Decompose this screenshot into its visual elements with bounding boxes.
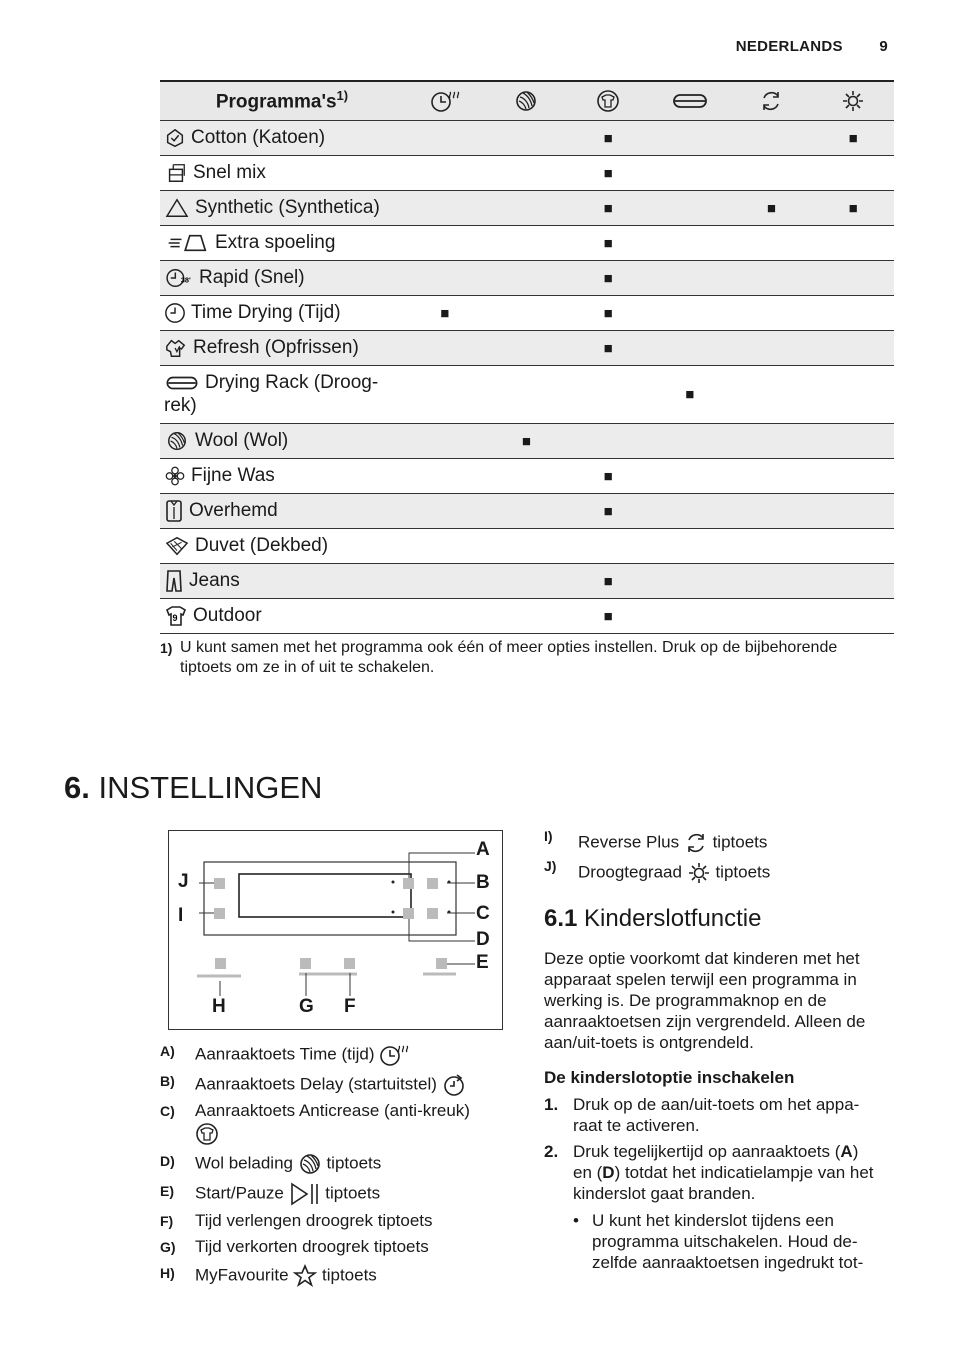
- option-mark: ■: [567, 494, 649, 529]
- table-row: [160, 121, 894, 156]
- bullet-glyph: •: [573, 1211, 579, 1230]
- label-J: J: [178, 871, 189, 892]
- table-row: [160, 331, 894, 366]
- programme-synthetic: Synthetic (Synthetica): [160, 191, 404, 226]
- wool-icon: [298, 1152, 322, 1176]
- option-mark: ■: [567, 226, 649, 261]
- programme-drying-rack: Drying Rack (Droog- rek): [160, 366, 404, 424]
- option-mark: ■: [567, 564, 649, 599]
- control-panel-diagram: [168, 830, 503, 1030]
- footnote-mark: 1): [160, 640, 173, 656]
- table-row: [160, 424, 894, 459]
- page-header: [736, 38, 888, 55]
- programme-duvet: Duvet (Dekbed): [160, 529, 404, 564]
- time-drying-icon: [404, 81, 486, 121]
- step-1: 1. Druk op de aan/uit-toets om het appa- raat te activeren.: [544, 1095, 860, 1135]
- synthetic-icon: [164, 197, 190, 219]
- table-header-row: [160, 81, 894, 121]
- table-row: [160, 366, 894, 424]
- programme-extra-rinse: Extra spoeling: [160, 226, 404, 261]
- programme-refresh: Refresh (Opfrissen): [160, 331, 404, 366]
- option-mark: ■: [567, 191, 649, 226]
- table-row: [160, 191, 894, 226]
- anticrease-icon: [195, 1122, 219, 1146]
- section-title: INSTELLINGEN: [98, 770, 323, 805]
- table-row: [160, 564, 894, 599]
- duvet-icon: [164, 535, 190, 557]
- table-row: [160, 599, 894, 634]
- label-C: C: [476, 903, 490, 924]
- dryness-level-icon: [687, 861, 711, 885]
- step-2-number: 2.: [544, 1142, 559, 1161]
- page-number: 9: [879, 38, 888, 55]
- label-F: F: [344, 996, 356, 1017]
- table-row: [160, 529, 894, 564]
- clock-icon: [164, 302, 186, 324]
- option-mark: ■: [567, 261, 649, 296]
- table-row: [160, 296, 894, 331]
- programme-time-drying: Time Drying (Tijd): [160, 296, 404, 331]
- table-row: [160, 156, 894, 191]
- option-mark: ■: [567, 459, 649, 494]
- label-G: G: [299, 996, 314, 1017]
- jeans-icon: [164, 569, 184, 593]
- section-heading: [64, 770, 322, 806]
- programme-wool: Wool (Wol): [160, 424, 404, 459]
- subsection-heading: [544, 905, 761, 933]
- header-language: NEDERLANDS: [735, 38, 843, 55]
- option-mark: ■: [567, 121, 649, 156]
- label-H: H: [212, 996, 226, 1017]
- label-E: E: [476, 952, 489, 973]
- option-mark: ■: [731, 191, 813, 226]
- programme-delicates: Fijne Was: [160, 459, 404, 494]
- subsection-title: Kinderslotfunctie: [584, 905, 762, 932]
- option-mark: ■: [649, 366, 731, 424]
- delay-icon: [442, 1073, 466, 1097]
- label-B: B: [476, 872, 490, 893]
- programme-shirt: Overhemd: [160, 494, 404, 529]
- table-row: [160, 261, 894, 296]
- wool-icon: [164, 430, 190, 452]
- programme-cotton: Cotton (Katoen): [160, 121, 404, 156]
- cotton-icon: [164, 127, 186, 149]
- option-mark: ■: [812, 191, 894, 226]
- option-mark: ■: [812, 121, 894, 156]
- table-row: [160, 459, 894, 494]
- label-I: I: [178, 905, 184, 926]
- shirt-icon: [164, 499, 184, 523]
- option-mark: ■: [404, 296, 486, 331]
- anticrease-icon: [567, 81, 649, 121]
- programme-rapid: Rapid (Snel): [160, 261, 404, 296]
- table-header-programmes: $Programma's^{1)}$: [160, 81, 404, 121]
- delicates-icon: [164, 465, 186, 487]
- label-A: A: [476, 839, 490, 860]
- child-lock-subheading: De kinderslotoptie inschakelen: [544, 1068, 795, 1087]
- table-row: [160, 226, 894, 261]
- extra-rinse-icon: [164, 232, 210, 254]
- time-drying-icon: [379, 1043, 409, 1067]
- programme-outdoor: Outdoor: [160, 599, 404, 634]
- section-number: 6.: [64, 770, 90, 805]
- step-1-number: 1.: [544, 1095, 559, 1114]
- table-footnote: [160, 638, 840, 678]
- option-mark: ■: [567, 156, 649, 191]
- programme-options-table: [160, 80, 894, 634]
- refresh-icon: [164, 337, 188, 359]
- option-mark: ■: [567, 331, 649, 366]
- drying-rack-icon: [649, 81, 731, 121]
- option-mark: ■: [567, 599, 649, 634]
- dryness-level-icon: [812, 81, 894, 121]
- label-D: D: [476, 929, 490, 950]
- subsection-number: 6.1: [544, 905, 578, 932]
- option-mark: ■: [486, 424, 568, 459]
- reverse-plus-icon: [731, 81, 813, 121]
- table-row: [160, 494, 894, 529]
- drying-rack-icon: [164, 372, 200, 394]
- child-lock-description: Deze optie voorkomt dat kinderen met het apparaat spelen terwijl een programma in werking is. De programmaknop en de aanraaktoetsen zijn vergrendeld. Alleen de aan/uit-toets is ontgrendeld.: [544, 949, 866, 1052]
- step-2: 2. Druk tegelijkertijd op aanraaktoets (A) en (D) totdat het indicatielampje van het kinderslot gaat branden.: [544, 1142, 874, 1203]
- quick-mix-icon: [164, 162, 188, 184]
- programme-jeans: Jeans: [160, 564, 404, 599]
- bullet-note: • U kunt het kinderslot tijdens een programma uitschakelen. Houd de- zelfde aanraaktoetsen ingedrukt tot-: [573, 1211, 864, 1272]
- footnote-text: U kunt samen met het programma ook één of meer opties instellen. Druk op de bijbehorende tiptoets om ze in of uit te schakelen.: [180, 639, 838, 676]
- outdoor-icon: [164, 604, 188, 628]
- star-icon: [293, 1264, 317, 1288]
- reverse-plus-icon: [684, 831, 708, 855]
- rapid-icon: [164, 267, 194, 289]
- start-pause-icon: [289, 1182, 321, 1206]
- wool-icon: [486, 81, 568, 121]
- programme-quick-mix: Snel mix: [160, 156, 404, 191]
- option-mark: ■: [567, 296, 649, 331]
